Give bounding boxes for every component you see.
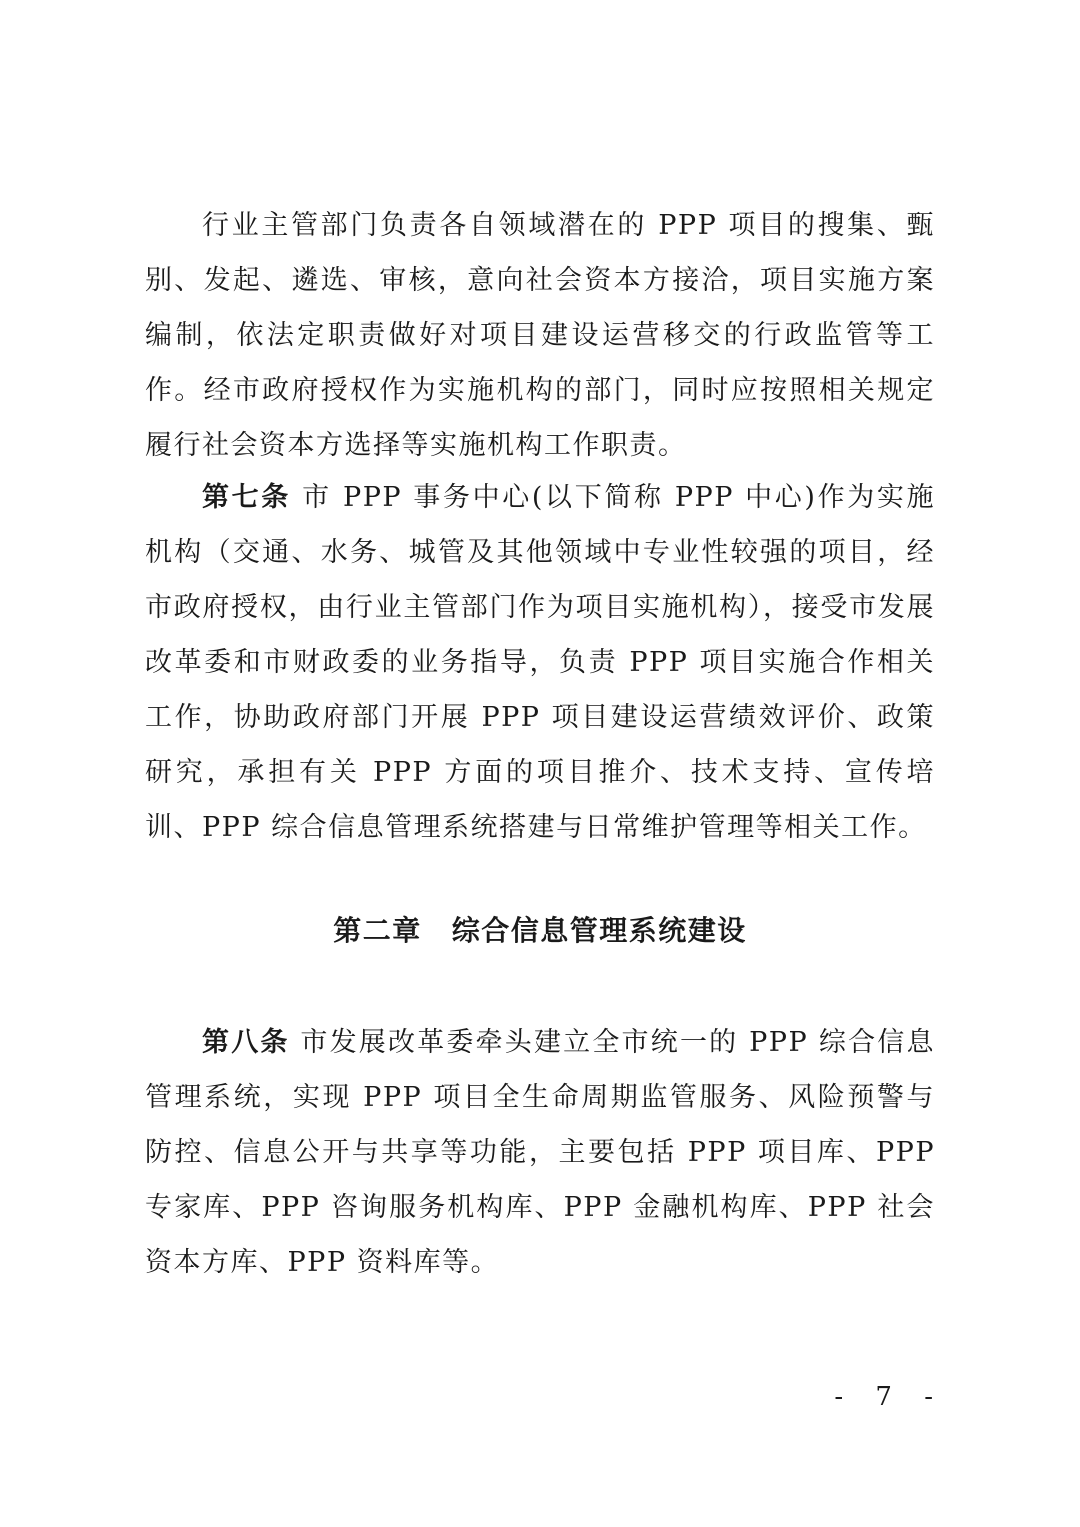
chapter-title: 综合信息管理系统建设	[451, 914, 747, 947]
paragraph-text: 市 PPP 事务中心(以下简称 PPP 中心)作为实施机构（交通、水务、城管及其他领域中专业性较强的项目，经市政府授权，由行业主管部门作为项目实施机构），接受市发展改革委和市财政委的业务指导，负责 PPP 项目实施合作相关工作，协助政府部门开展 PPP 项目建设运营绩效评价、政策研究，承担有关 PPP 方面的项目推介、技术支持、宣传培训、PPP 综合信息管理系统搭建与日常维护管理等相关工作。	[145, 482, 936, 843]
paragraph-text: 行业主管部门负责各自领域潜在的 PPP 项目的搜集、甄别、发起、遴选、审核，意向社会资本方接洽，项目实施方案编制，依法定职责做好对项目建设运营移交的行政监管等工作。经市政府授权作为实施机构的部门，同时应按照相关规定履行社会资本方选择等实施机构工作职责。	[145, 210, 935, 461]
page-number: - 7 -	[834, 1382, 945, 1412]
chapter-heading	[145, 903, 935, 958]
chapter-number: 第二章	[333, 914, 422, 947]
article-label: 第七条	[202, 482, 291, 513]
paragraph-text: 市发展改革委牵头建立全市统一的 PPP 综合信息管理系统，实现 PPP 项目全生命周期监管服务、风险预警与防控、信息公开与共享等功能，主要包括 PPP 项目库、PPP 专家库、PPP 咨询服务机构库、PPP 金融机构库、PPP 社会资本方库、PPP 资料库等。	[145, 1027, 935, 1278]
article-label: 第八条	[202, 1027, 290, 1058]
article-eight	[145, 1015, 935, 1290]
paragraph-industry-departments	[145, 198, 935, 473]
article-seven	[145, 470, 935, 855]
